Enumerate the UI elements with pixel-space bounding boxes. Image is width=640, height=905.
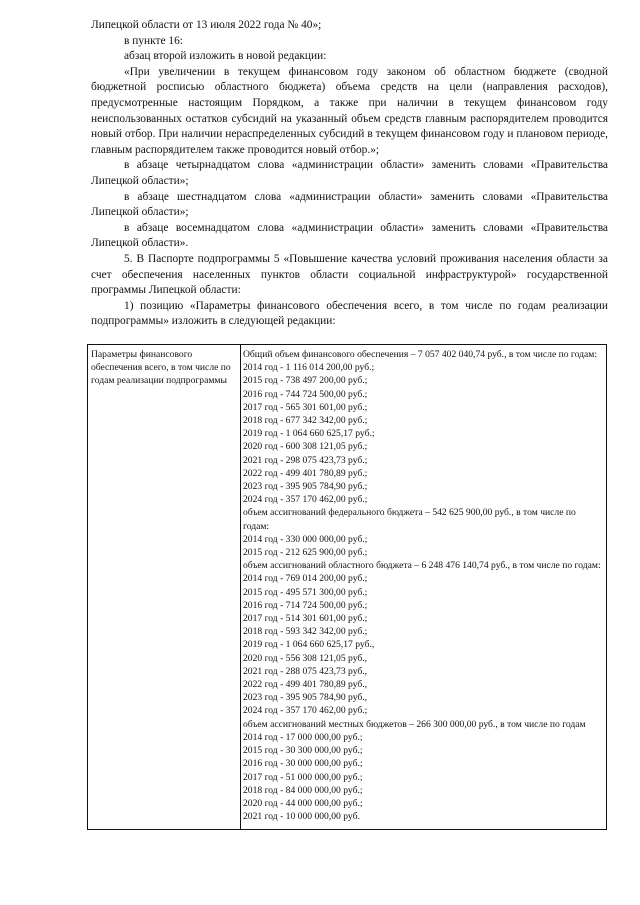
financing-year-line: 2019 год - 1 064 660 625,17 руб.; [243, 428, 375, 440]
paragraph: «При увеличении в текущем финансовом году законом об областном бюджете (сводной бюджетной росписью областного бюджета) объема средств на цели (направления расходов), предусмотренные настоящим Порядком, а также при наличии в текущем финансовом году неиспользованных остатков субсидий на указанный объем средств главным распорядителем проводится новый отбор. При наличии нераспределенных субсидий в текущем финансовом году и плановом периоде, главным распорядителем также проводится новый отбор.»; [91, 65, 608, 156]
financing-year-line: 2016 год - 30 000 000,00 руб.; [243, 758, 363, 770]
financing-year-line: 2014 год - 17 000 000,00 руб.; [243, 731, 363, 743]
financing-year-line: 2018 год - 677 342 342,00 руб.; [243, 415, 368, 427]
financing-year-line: 2017 год - 51 000 000,00 руб.; [243, 771, 363, 783]
financing-parameters-table [87, 344, 607, 830]
paragraph: в абзаце восемнадцатом слова «администрации области» заменить словами «Правительства Липецкой области». [91, 221, 608, 250]
financing-year-line: 2019 год - 1 064 660 625,17 руб., [243, 639, 375, 651]
financing-year-line: 2015 год - 738 497 200,00 руб.; [243, 375, 368, 387]
paragraph: Липецкой области от 13 июля 2022 года № 40»; [91, 19, 322, 31]
financing-year-line: 2021 год - 10 000 000,00 руб. [243, 811, 360, 823]
financing-year-line: 2017 год - 514 301 601,00 руб.; [243, 613, 368, 625]
paragraph: абзац второй изложить в новой редакции: [124, 50, 327, 63]
financing-year-line: 2021 год - 288 075 423,73 руб., [243, 665, 368, 677]
financing-year-line: 2014 год - 1 116 014 200,00 руб.; [243, 362, 375, 374]
document-body [91, 18, 608, 330]
table-left-cell: Параметры финансового обеспечения всего, в том числе по годам реализации подпрограммы [91, 349, 231, 387]
financing-year-line: 2016 год - 714 724 500,00 руб.; [243, 599, 368, 611]
paragraph: 5. В Паспорте подпрограммы 5 «Повышение качества условий проживания населения области за счет обеспечения населенных пунктов области социальной инфраструктурой» государственной программы Липецкой области: [91, 252, 608, 297]
financing-year-line: 2024 год - 357 170 462,00 руб.; [243, 494, 368, 506]
financing-year-line: 2020 год - 44 000 000,00 руб.; [243, 797, 363, 809]
financing-year-line: 2023 год - 395 905 784,90 руб., [243, 692, 368, 704]
paragraph: в пункте 16: [124, 34, 183, 47]
paragraph: в абзаце четырнадцатом слова «администрации области» заменить словами «Правительства Липецкой области»; [91, 159, 608, 187]
financing-year-line: 2015 год - 495 571 300,00 руб.; [243, 586, 368, 598]
paragraph: в абзаце шестнадцатом слова «администрации области» заменить словами «Правительства Липецкой области»; [91, 190, 608, 219]
financing-year-line: 2014 год - 769 014 200,00 руб.; [243, 573, 368, 585]
financing-year-line: 2021 год - 298 075 423,73 руб.; [243, 454, 368, 466]
paragraph: 1) позицию «Параметры финансового обеспечения всего, в том числе по годам реализации подпрограммы» изложить в следующей редакции: [91, 299, 608, 328]
financing-year-line: 2022 год - 499 401 780,89 руб.; [243, 467, 368, 479]
financing-summary-line: объем ассигнований федерального бюджета – 542 625 900,00 руб., в том числе по годам: [243, 507, 576, 532]
financing-year-line: 2018 год - 84 000 000,00 руб.; [243, 784, 363, 796]
table-right-cell [243, 348, 603, 823]
table-column-divider [240, 345, 241, 829]
financing-year-line: 2024 год - 357 170 462,00 руб.; [243, 705, 368, 717]
financing-year-line: 2018 год - 593 342 342,00 руб.; [243, 626, 368, 638]
financing-year-line: 2020 год - 600 308 121,05 руб.; [243, 441, 368, 453]
financing-summary-line: объем ассигнований местных бюджетов – 266 300 000,00 руб., в том числе по годам [243, 718, 586, 730]
financing-year-line: 2023 год - 395 905 784,90 руб.; [243, 481, 368, 493]
financing-summary-line: Общий объем финансового обеспечения – 7 057 402 040,74 руб., в том числе по годам: [243, 349, 598, 360]
financing-year-line: 2022 год - 499 401 780,89 руб., [243, 679, 368, 691]
financing-year-line: 2015 год - 30 300 000,00 руб.; [243, 745, 363, 757]
financing-year-line: 2017 год - 565 301 601,00 руб.; [243, 401, 368, 413]
financing-summary-line: объем ассигнований областного бюджета – 6 248 476 140,74 руб., в том числе по годам: [243, 560, 601, 572]
financing-year-line: 2015 год - 212 625 900,00 руб.; [243, 547, 368, 559]
financing-year-line: 2020 год - 556 308 121,05 руб., [243, 652, 368, 664]
financing-year-line: 2016 год - 744 724 500,00 руб.; [243, 388, 368, 400]
financing-year-line: 2014 год - 330 000 000,00 руб.; [243, 533, 368, 545]
